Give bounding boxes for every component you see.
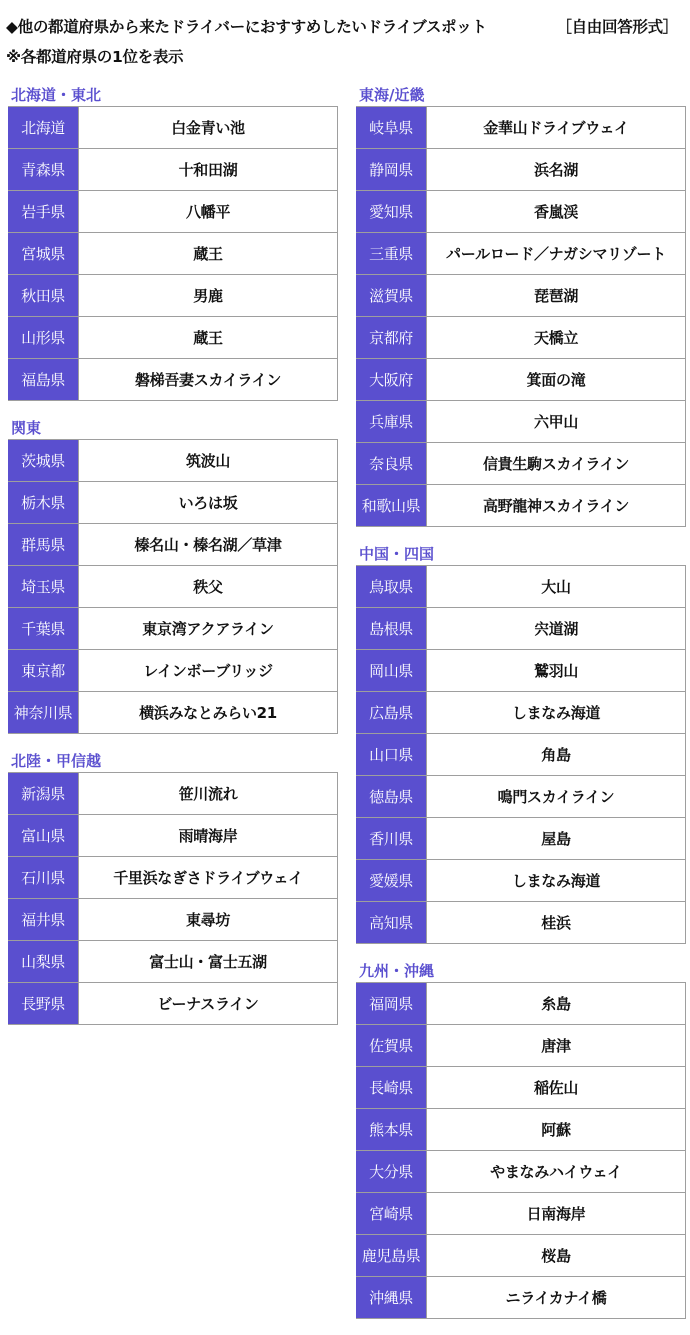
table-row [8,773,338,815]
region-table [356,106,686,527]
drive-spot-cell: 唐津 [426,1025,686,1066]
drive-spot-cell: 阿蘇 [426,1109,686,1150]
table-row [356,734,686,776]
drive-spot-cell: しまなみ海道 [426,692,686,733]
prefecture-cell: 熊本県 [356,1109,426,1150]
drive-spot-cell: 信貴生駒スカイライン [426,443,686,484]
prefecture-cell: 青森県 [8,149,78,190]
prefecture-cell: 鹿児島県 [356,1235,426,1276]
table-row [356,1193,686,1235]
table-row [8,107,338,149]
drive-spot-cell: 屋島 [426,818,686,859]
prefecture-cell: 佐賀県 [356,1025,426,1066]
drive-spot-cell: 天橋立 [426,317,686,358]
region-table [8,106,338,401]
prefecture-cell: 福岡県 [356,983,426,1024]
prefecture-cell: 千葉県 [8,608,78,649]
prefecture-cell: 富山県 [8,815,78,856]
drive-spot-cell: 横浜みなとみらい21 [78,692,338,733]
prefecture-cell: 沖縄県 [356,1277,426,1318]
prefecture-cell: 神奈川県 [8,692,78,733]
table-row [356,650,686,692]
prefecture-cell: 愛知県 [356,191,426,232]
drive-spot-cell: 箕面の滝 [426,359,686,400]
table-row [356,608,686,650]
drive-spot-cell: 白金青い池 [78,107,338,148]
prefecture-cell: 埼玉県 [8,566,78,607]
drive-spot-cell: 糸島 [426,983,686,1024]
prefecture-cell: 和歌山県 [356,485,426,526]
table-row [8,692,338,734]
table-row [356,1109,686,1151]
drive-spot-cell: ビーナスライン [78,983,338,1024]
drive-spot-cell: しまなみ海道 [426,860,686,901]
prefecture-cell: 岐阜県 [356,107,426,148]
drive-spot-cell: 筑波山 [78,440,338,481]
prefecture-cell: 岩手県 [8,191,78,232]
region-table [356,982,686,1319]
drive-spot-cell: 宍道湖 [426,608,686,649]
drive-spot-cell: 蔵王 [78,317,338,358]
title-text: ◆他の都道府県から来たドライバーにおすすめしたいドライブスポット [6,18,487,36]
table-row [8,815,338,857]
drive-spot-cell: 香嵐渓 [426,191,686,232]
prefecture-cell: 栃木県 [8,482,78,523]
drive-spot-cell: 秩父 [78,566,338,607]
table-row [356,149,686,191]
table-row [356,1277,686,1319]
drive-spot-cell: 六甲山 [426,401,686,442]
drive-spot-cell: 笹川流れ [78,773,338,814]
prefecture-cell: 茨城県 [8,440,78,481]
region-section [356,543,686,944]
drive-spot-cell: 日南海岸 [426,1193,686,1234]
region-table [8,439,338,734]
table-row [356,359,686,401]
region-table [8,772,338,1025]
drive-spot-cell: 東尋坊 [78,899,338,940]
region-section [8,417,338,734]
region-heading: 東海/近畿 [359,86,425,104]
table-row [356,233,686,275]
table-row [356,776,686,818]
prefecture-cell: 大分県 [356,1151,426,1192]
table-row [356,443,686,485]
region-table [356,565,686,944]
region-section [356,84,686,527]
prefecture-cell: 岡山県 [356,650,426,691]
drive-spot-cell: 蔵王 [78,233,338,274]
prefecture-cell: 徳島県 [356,776,426,817]
table-row [356,191,686,233]
table-row [8,482,338,524]
drive-spot-cell: 桂浜 [426,902,686,943]
drive-spot-cell: 十和田湖 [78,149,338,190]
drive-spot-cell: 金華山ドライブウェイ [426,107,686,148]
prefecture-cell: 愛媛県 [356,860,426,901]
drive-spot-cell: 角島 [426,734,686,775]
prefecture-cell: 石川県 [8,857,78,898]
table-row [356,317,686,359]
table-row [356,1025,686,1067]
drive-spot-cell: 鷲羽山 [426,650,686,691]
table-row [8,650,338,692]
prefecture-cell: 秋田県 [8,275,78,316]
table-row [8,317,338,359]
drive-spot-cell: 雨晴海岸 [78,815,338,856]
table-row [8,524,338,566]
table-row [8,566,338,608]
table-row [356,818,686,860]
drive-spot-cell: 稲佐山 [426,1067,686,1108]
drive-spot-cell: 鳴門スカイライン [426,776,686,817]
prefecture-cell: 群馬県 [8,524,78,565]
prefecture-cell: 北海道 [8,107,78,148]
table-row [356,1235,686,1277]
right-column [356,84,686,1335]
prefecture-cell: 東京都 [8,650,78,691]
prefecture-cell: 島根県 [356,608,426,649]
prefecture-cell: 兵庫県 [356,401,426,442]
page-title [6,15,686,37]
drive-spot-cell: 浜名湖 [426,149,686,190]
drive-spot-cell: 磐梯吾妻スカイライン [78,359,338,400]
region-section [8,750,338,1025]
prefecture-cell: 京都府 [356,317,426,358]
table-row [356,1151,686,1193]
prefecture-cell: 新潟県 [8,773,78,814]
table-row [8,899,338,941]
table-row [356,860,686,902]
table-row [8,857,338,899]
drive-spot-cell: 千里浜なぎさドライブウェイ [78,857,338,898]
table-row [8,983,338,1025]
table-row [8,149,338,191]
drive-spot-cell: やまなみハイウェイ [426,1151,686,1192]
table-row [356,902,686,944]
table-row [8,941,338,983]
table-row [8,608,338,650]
drive-spot-cell: 男鹿 [78,275,338,316]
table-row [356,566,686,608]
table-row [356,401,686,443]
region-section [356,960,686,1319]
prefecture-cell: 高知県 [356,902,426,943]
drive-spot-cell: 榛名山・榛名湖／草津 [78,524,338,565]
prefecture-cell: 鳥取県 [356,566,426,607]
table-row [8,440,338,482]
drive-spot-cell: ニライカナイ橋 [426,1277,686,1318]
table-row [356,1067,686,1109]
prefecture-cell: 宮城県 [8,233,78,274]
prefecture-cell: 長野県 [8,983,78,1024]
prefecture-cell: 宮崎県 [356,1193,426,1234]
prefecture-cell: 静岡県 [356,149,426,190]
region-heading: 九州・沖縄 [359,962,435,980]
table-row [356,485,686,527]
table-row [8,191,338,233]
table-row [8,359,338,401]
region-heading: 北陸・甲信越 [11,752,102,770]
table-row [356,275,686,317]
region-heading: 中国・四国 [359,545,435,563]
region-heading: 関東 [11,419,42,437]
table-row [356,983,686,1025]
table-row [8,233,338,275]
prefecture-cell: 山形県 [8,317,78,358]
drive-spot-cell: 東京湾アクアライン [78,608,338,649]
page-note: ※各都道府県の1位を表示 [6,48,184,66]
drive-spot-cell: レインボーブリッジ [78,650,338,691]
drive-spot-cell: 桜島 [426,1235,686,1276]
drive-spot-cell: 琵琶湖 [426,275,686,316]
table-row [356,107,686,149]
drive-spot-cell: 富士山・富士五湖 [78,941,338,982]
prefecture-cell: 香川県 [356,818,426,859]
prefecture-cell: 福井県 [8,899,78,940]
prefecture-cell: 広島県 [356,692,426,733]
region-heading: 北海道・東北 [11,86,102,104]
table-row [356,692,686,734]
left-column [8,84,338,1041]
drive-spot-cell: 八幡平 [78,191,338,232]
drive-spot-cell: 高野龍神スカイライン [426,485,686,526]
drive-spot-cell: いろは坂 [78,482,338,523]
drive-spot-cell: パールロード／ナガシマリゾート [426,233,686,274]
region-section [8,84,338,401]
table-row [8,275,338,317]
answer-format-label: ［自由回答形式］ [556,18,678,36]
prefecture-cell: 山梨県 [8,941,78,982]
prefecture-cell: 山口県 [356,734,426,775]
prefecture-cell: 奈良県 [356,443,426,484]
drive-spot-cell: 大山 [426,566,686,607]
prefecture-cell: 滋賀県 [356,275,426,316]
prefecture-cell: 福島県 [8,359,78,400]
prefecture-cell: 長崎県 [356,1067,426,1108]
prefecture-cell: 三重県 [356,233,426,274]
prefecture-cell: 大阪府 [356,359,426,400]
